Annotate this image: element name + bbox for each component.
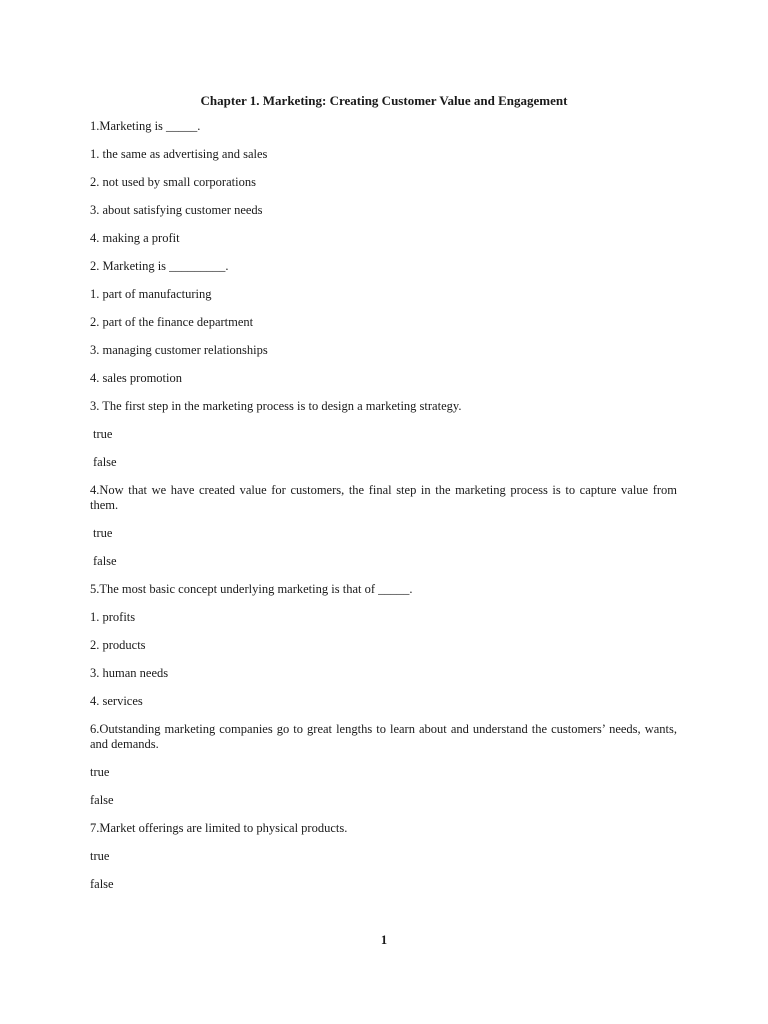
question-line: 5.The most basic concept underlying marketing is that of _____. xyxy=(90,582,413,596)
answer-option: 2. part of the finance department xyxy=(90,315,254,329)
answer-option: true xyxy=(93,427,113,441)
answer-option: 4. making a profit xyxy=(90,231,180,245)
question-line: 2. Marketing is _________. xyxy=(90,259,229,273)
answer-option: 1. the same as advertising and sales xyxy=(90,147,268,161)
question-list xyxy=(90,119,677,905)
answer-option: 2. products xyxy=(90,638,146,652)
question-line: 7.Market offerings are limited to physical products. xyxy=(90,821,348,835)
answer-option: true xyxy=(93,526,113,540)
answer-option: 2. not used by small corporations xyxy=(90,175,256,189)
question-line: 3. The first step in the marketing process is to design a marketing strategy. xyxy=(90,399,462,413)
answer-option: 3. human needs xyxy=(90,666,169,680)
page-number: 1 xyxy=(380,933,388,947)
answer-option: true xyxy=(90,849,110,863)
answer-option: false xyxy=(90,793,114,807)
answer-option: false xyxy=(93,455,117,469)
chapter-title: Chapter 1. Marketing: Creating Customer Value and Engagement xyxy=(200,93,568,108)
answer-option: 4. services xyxy=(90,694,143,708)
answer-option: 3. managing customer relationships xyxy=(90,343,268,357)
question-line: 1.Marketing is _____. xyxy=(90,119,201,133)
answer-option: true xyxy=(90,765,110,779)
question-line: 6.Outstanding marketing companies go to great lengths to learn about and understand the customers’ needs, wants, and demands. xyxy=(90,722,677,751)
answer-option: 4. sales promotion xyxy=(90,371,183,385)
answer-option: false xyxy=(90,877,114,891)
answer-option: 1. part of manufacturing xyxy=(90,287,212,301)
answer-option: 3. about satisfying customer needs xyxy=(90,203,263,217)
answer-option: false xyxy=(93,554,117,568)
answer-option: 1. profits xyxy=(90,610,136,624)
question-line: 4.Now that we have created value for customers, the final step in the marketing process is to capture value from them. xyxy=(90,483,677,512)
